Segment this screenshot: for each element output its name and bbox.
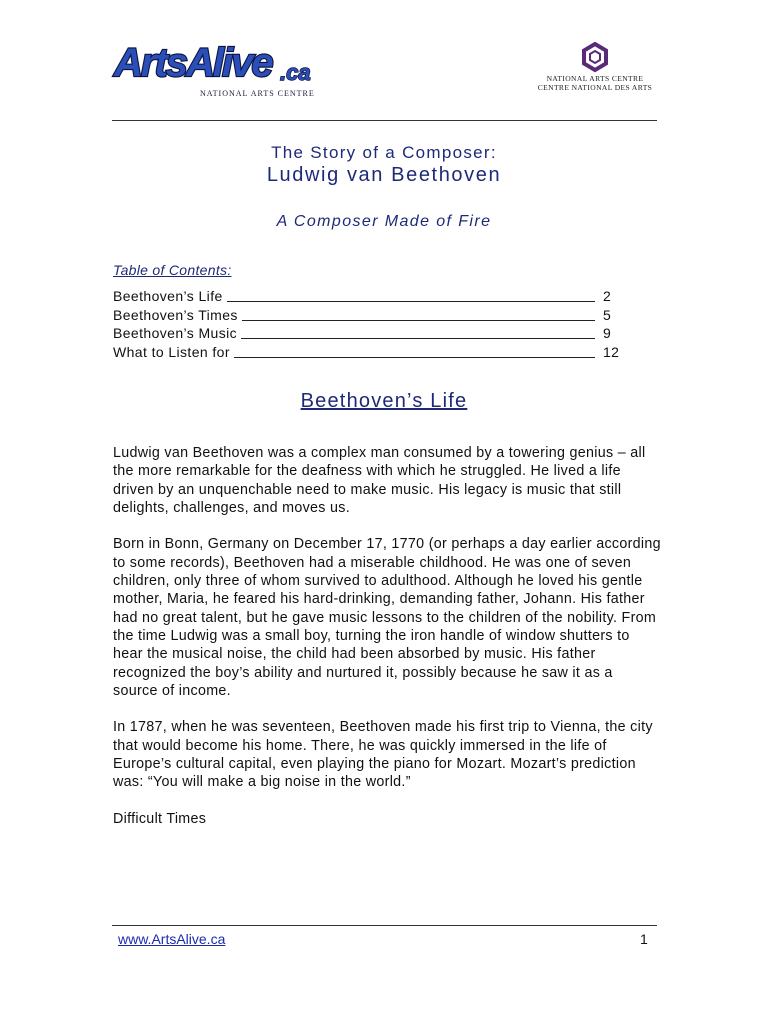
logo-subtitle: NATIONAL ARTS CENTRE <box>200 89 315 98</box>
toc-item-page: 5 <box>603 306 612 323</box>
toc-heading: Table of Contents: <box>113 262 232 278</box>
toc-item[interactable] <box>113 344 633 363</box>
toc-item[interactable] <box>113 288 633 307</box>
header-divider <box>112 120 657 121</box>
footer-divider <box>112 925 657 926</box>
subheading-difficult-times: Difficult Times <box>113 810 207 827</box>
paragraph: In 1787, when he was seventeen, Beethoven made his first trip to Vienna, the city that would become his home. There, he was quickly immersed in the life of Europe’s cultural capital, even playing the piano for Mozart. Mozart’s prediction was: “You will make a big noise in the world.” <box>113 719 653 791</box>
table-of-contents <box>113 288 633 362</box>
nac-logo[interactable] <box>525 42 665 102</box>
artsalive-logo-graphic <box>110 40 330 90</box>
toc-item-page: 2 <box>603 288 612 304</box>
document-subtitle: A Composer Made of Fire <box>276 213 492 230</box>
paragraph: Born in Bonn, Germany on December 17, 1770 (or perhaps a day earlier according to some records), Beethoven had a miserable childhood. He was one of seven children, only three of whom survived to adulthood. Although he loved his gentle mother, Maria, he feared his hard-drinking, demanding father, Johann. His father had no great talent, but he gave music lessons to the children of the nobility. From the time Ludwig was a small boy, turning the iron handle of window shutters to hear the musical noise, the child had been absorbed by music. His father recognized the boy’s ability and nurtured it, possibly because he saw it as a source of income. <box>113 536 661 699</box>
toc-item-label: Beethoven’s Life <box>113 288 227 304</box>
toc-item-label: What to Listen for <box>113 344 234 360</box>
toc-item-label: Beethoven’s Music <box>113 325 241 341</box>
title-line-1: The Story of a Composer: <box>271 143 497 162</box>
footer-website-link[interactable]: www.ArtsAlive.ca <box>118 931 226 947</box>
paragraph: Ludwig van Beethoven was a complex man consumed by a towering genius – all the more remarkable for the deafness with which he struggled. He lived a life driven by an unquenchable need to make music. His legacy is music that still delights, challenges, and moves us. <box>113 445 646 516</box>
toc-item-page: 9 <box>603 325 612 341</box>
title-line-2: Ludwig van Beethoven <box>266 164 502 186</box>
toc-item[interactable] <box>113 325 633 344</box>
toc-item[interactable] <box>113 307 633 326</box>
toc-item-page: 12 <box>603 343 620 360</box>
body-text <box>113 444 661 847</box>
nac-line-fr: CENTRE NATIONAL DES ARTS <box>537 83 653 92</box>
logo-text: ArtsAlive <box>114 41 272 85</box>
logo-suffix: .ca <box>280 60 311 85</box>
nac-line-en: NATIONAL ARTS CENTRE <box>546 74 644 83</box>
nac-hexagon-icon <box>582 42 608 74</box>
toc-item-label: Beethoven’s Times <box>113 307 242 323</box>
section-heading <box>0 390 768 413</box>
section-heading-text: Beethoven’s Life <box>300 390 468 412</box>
page-number: 1 <box>640 931 648 947</box>
